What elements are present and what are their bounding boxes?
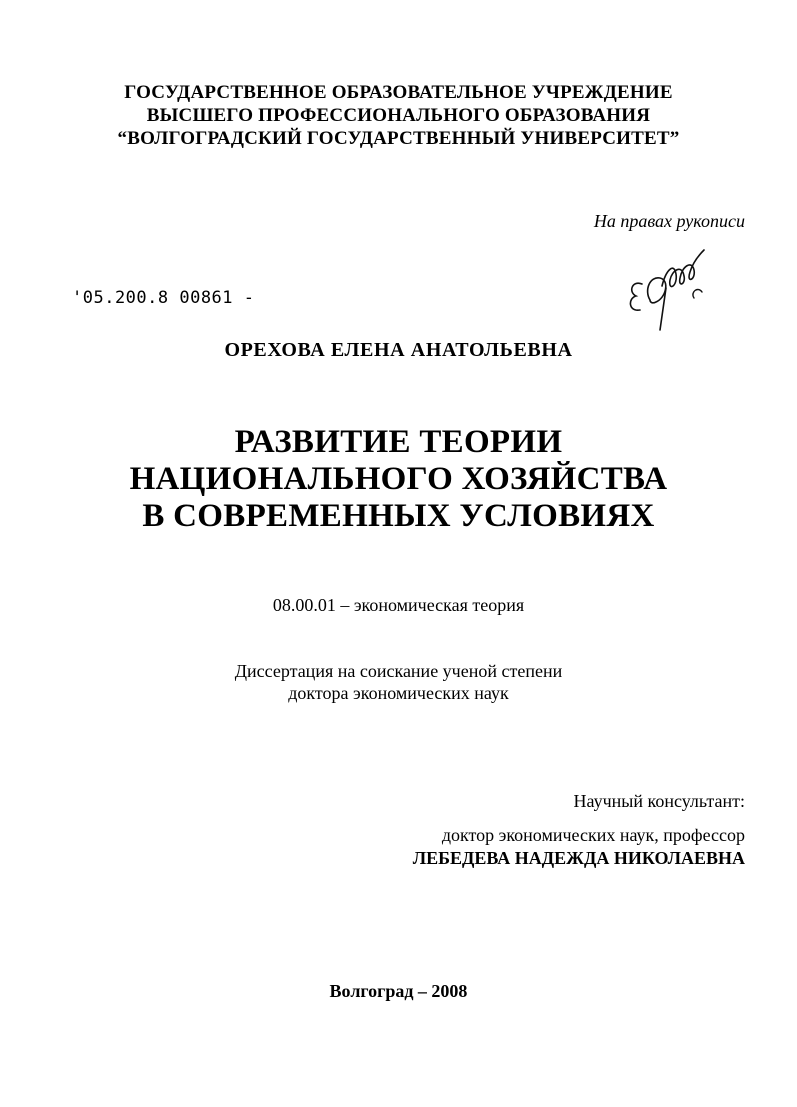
title-line-1: РАЗВИТИЕ ТЕОРИИ (234, 424, 563, 460)
author-name: ОРЕХОВА ЕЛЕНА АНАТОЛЬЕВНА (224, 339, 573, 361)
institution-line-3: “ВОЛГОГРАДСКИЙ ГОСУДАРСТВЕННЫЙ УНИВЕРСИТЕТ” (117, 128, 680, 149)
title-line-3: В СОВРЕМЕННЫХ УСЛОВИЯХ (142, 498, 655, 534)
institution-line-2: ВЫСШЕГО ПРОФЕССИОНАЛЬНОГО ОБРАЗОВАНИЯ (146, 105, 651, 126)
consultant-name: ЛЕБЕДЕВА НАДЕЖДА НИКОЛАЕВНА (412, 848, 745, 868)
institution-line-1: ГОСУДАРСТВЕННОЕ ОБРАЗОВАТЕЛЬНОЕ УЧРЕЖДЕНИЕ (124, 82, 673, 103)
degree-line-1: Диссертация на соискание ученой степени (234, 661, 563, 681)
specialty-code: 08.00.01 – экономическая теория (272, 595, 525, 615)
title-line-2: НАЦИОНАЛЬНОГО ХОЗЯЙСТВА (129, 461, 668, 497)
consultant-position: доктор экономических наук, профессор (441, 825, 745, 845)
manuscript-note: На правах рукописи (593, 211, 745, 231)
catalog-number: '05.200.8 00861 - (72, 288, 255, 308)
handwritten-signature (620, 240, 715, 335)
city-year: Волгоград – 2008 (329, 981, 468, 1001)
degree-line-2: доктора экономических наук (288, 683, 509, 703)
consultant-label: Научный консультант: (573, 791, 745, 811)
